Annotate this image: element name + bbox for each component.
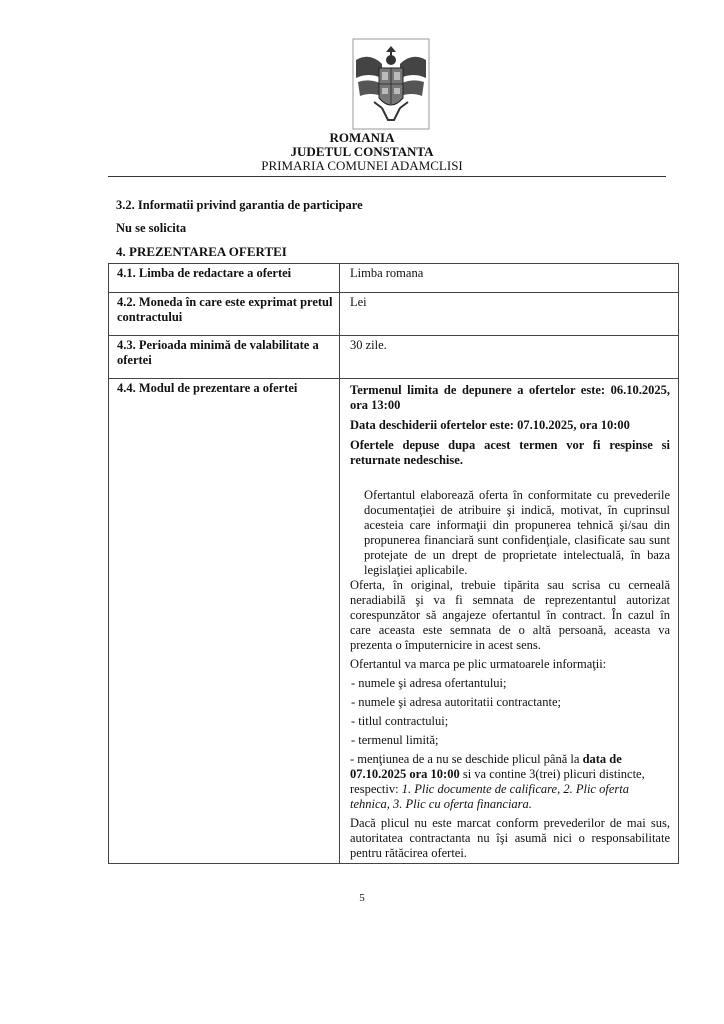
row-label: 4.1. Limba de redactare a ofertei: [109, 264, 340, 293]
list-item: - numele şi adresa ofertantului;: [351, 676, 507, 690]
responsibility-paragraph: Dacă plicul nu este marcat conform prevederilor de mai sus, autoritatea contractanta nu îşi asumă nici o responsabilitate pentru rătăcirea ofertei.: [350, 816, 670, 860]
mention-date: data de 07.10.2025 ora 10:00: [350, 752, 622, 781]
section-4-title: 4. PREZENTAREA OFERTEI: [116, 244, 287, 259]
row-label: 4.3. Perioada minimă de valabilitate a ofertei: [109, 336, 340, 379]
mention-text: - menţiunea de a nu se deschide plicul până la: [350, 752, 583, 766]
rejection-notice: Ofertele depuse dupa acest termen vor fi respinse si returnate nedeschise.: [350, 438, 670, 467]
section-3-2-title: 3.2. Informatii privind garantia de participare: [116, 198, 363, 212]
row-value: 30 zile.: [340, 336, 679, 379]
mention-envelopes: si va contine 3(trei) plicuri distincte, respectiv:: [350, 767, 645, 796]
offer-table: [108, 263, 679, 864]
row-label: 4.2. Moneda în care este exprimat pretul contractului: [109, 293, 340, 336]
confidentiality-paragraph: Ofertantul elaborează oferta în conformitate cu prevederile documentaţiei de atribuire şi indică, motivat, în cuprinsul acesteia care informaţii din propunerea tehnică şi/sau din propunerea financiară sunt confidenţiale, clasificate sau sunt protejate de un drept de proprietate intelectuală, în baza legislaţiei aplicabile.: [364, 488, 670, 577]
row-label: 4.4. Modul de prezentare a ofertei: [109, 379, 340, 864]
table-row: [109, 379, 679, 864]
signature-paragraph: Oferta, în original, trebuie tipărita sau scrisa cu cerneală neradiabilă şi va fi semnata de reprezentantul autorizat corespunzător să angajeze ofertantul în contract. În cazul în care aceasta este semnata de o altă persoană, aceasta va prezenta o împuternicire in acest sens.: [350, 578, 670, 652]
list-item: - termenul limită;: [351, 733, 439, 747]
table-row: [109, 293, 679, 336]
table-row: [109, 336, 679, 379]
deadline-text: Termenul limita de depunere a ofertelor este: 06.10.2025, ora 13:00: [350, 383, 670, 412]
list-item: - titlul contractului;: [351, 714, 449, 728]
page-number: 5: [359, 892, 365, 904]
list-item: - numele şi adresa autoritatii contractante;: [351, 695, 561, 709]
submission-details: [340, 379, 679, 864]
opening-date-text: Data deschiderii ofertelor este: 07.10.2025, ora 10:00: [350, 418, 630, 432]
office-heading: PRIMARIA COMUNEI ADAMCLISI: [261, 158, 463, 173]
row-value: Lei: [340, 293, 679, 336]
row-value: Limba romana: [340, 264, 679, 293]
county-heading: JUDETUL CONSTANTA: [290, 144, 434, 159]
section-3-2-value: Nu se solicita: [116, 221, 187, 235]
country-heading: ROMANIA: [329, 130, 395, 145]
mention-envelope-list: 1. Plic documente de calificare, 2. Plic oferta tehnica, 3. Plic cu oferta financiara.: [350, 782, 629, 811]
table-row: [109, 264, 679, 293]
envelope-intro: Ofertantul va marca pe plic urmatoarele informaţii:: [350, 657, 607, 671]
envelope-mention: [350, 752, 670, 812]
coat-of-arms-icon: [352, 38, 430, 130]
header-divider: [108, 176, 666, 177]
